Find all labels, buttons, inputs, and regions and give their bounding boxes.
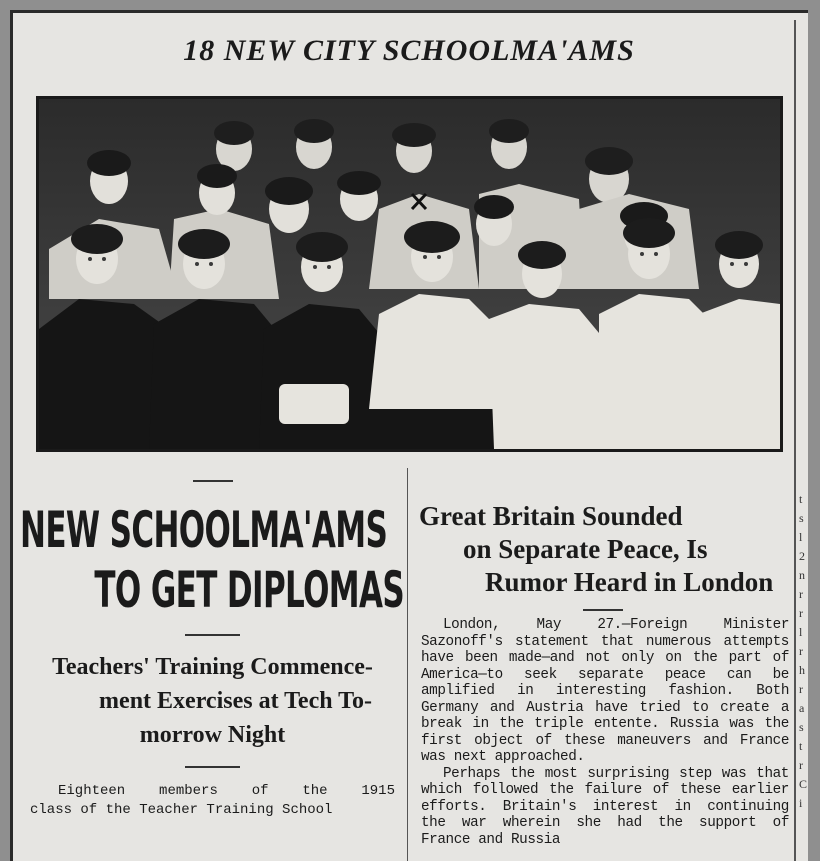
banner-title: 18 NEW CITY SCHOOLMA'AMS	[183, 34, 635, 67]
adjacent-column-fragment: t s l 2 n r r l r h r a s t r C i	[799, 492, 808, 810]
left-body-line-1: Eighteen members of the 1915	[58, 783, 395, 799]
left-body-line-2: class of the Teacher Training School	[30, 802, 333, 818]
subhead-rule	[185, 766, 240, 768]
left-article-body	[20, 782, 405, 820]
right-headline-line-3: Rumor Heard in London	[485, 567, 774, 597]
right-article-body	[413, 617, 793, 848]
left-border-rule	[10, 10, 13, 861]
newspaper-page	[10, 10, 808, 861]
right-paragraph-1: London, May 27.—Foreign Minister Sazonoff's statement that numerous attempts have been made—and not only on the part of America—to seek separate peace can be amplified in interesting fashion. Both Germany and Austria have tried to create a break in the triple entente. Russia was the first object of these maneuvers and France was next approached.	[421, 617, 789, 765]
right-headline-line-2: on Separate Peace, Is	[463, 534, 708, 564]
sub-headline-line-1: Teachers' Training Commence-	[52, 654, 373, 680]
sub-headline	[20, 650, 405, 752]
right-headline-line-1: Great Britain Sounded	[419, 501, 683, 531]
group-photo-image	[39, 99, 780, 449]
left-article	[20, 480, 405, 820]
main-headline-line-1: NEW SCHOOLMA'AMS	[20, 501, 388, 559]
right-column-rule	[794, 20, 796, 861]
sub-headline-line-2: ment Exercises at Tech To-	[99, 688, 372, 714]
top-border-rule	[10, 10, 808, 13]
group-photo	[36, 96, 783, 452]
column-divider	[407, 468, 408, 861]
right-headline-rule	[583, 609, 623, 611]
headline-rule	[185, 634, 240, 636]
section-rule	[193, 480, 233, 482]
sub-headline-line-3: morrow Night	[139, 722, 286, 748]
main-headline-line-2: TO GET DIPLOMAS	[94, 561, 405, 619]
right-headline	[413, 500, 793, 599]
right-article	[413, 480, 793, 848]
main-headline	[20, 500, 404, 620]
right-paragraph-2: Perhaps the most surprising step was that which followed the failure of these earlier efforts. Britain's interest in continuing the war wherein she had the support of France and Russia	[421, 765, 789, 848]
